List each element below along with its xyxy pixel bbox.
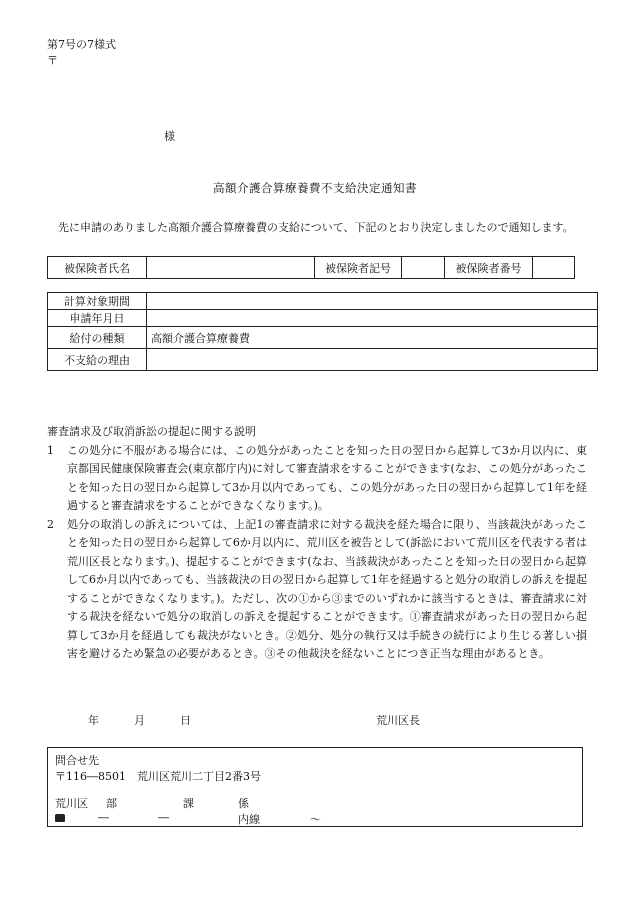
issuer-name: 荒川区長 — [376, 714, 420, 727]
application-date-label: 申請年月日 — [48, 310, 147, 327]
benefit-type-value: 高額介護合算療養費 — [147, 327, 598, 349]
phone-icon — [55, 811, 65, 824]
date-month: 月 — [134, 714, 145, 727]
benefit-type-label: 給付の種類 — [48, 327, 147, 349]
item-number: 1 — [47, 443, 54, 457]
explanation-item — [47, 516, 587, 664]
contact-ward: 荒川区 — [55, 797, 88, 810]
benefit-detail-table — [47, 292, 598, 371]
contact-heading: 問合せ先 — [55, 754, 99, 767]
contact-box — [47, 747, 583, 827]
appeal-explanation — [47, 423, 587, 664]
contact-address: 〒116―8501 荒川区荒川二丁目2番3号 — [55, 770, 261, 783]
non-payment-reason-value — [147, 349, 598, 371]
postal-mark: 〒 — [47, 54, 58, 67]
insured-info-table — [47, 256, 575, 279]
insured-symbol-value — [402, 257, 445, 279]
contact-unit: 係 — [238, 797, 249, 810]
date-day: 日 — [180, 714, 191, 727]
phone-extension: 内線 — [238, 813, 260, 826]
explanation-item — [47, 442, 587, 516]
period-value — [147, 293, 598, 310]
phone-dash-1: ― — [98, 811, 109, 824]
intro-paragraph: 先に申請のありました高額介護合算療養費の支給について、下記のとおり決定しましたので通知します。 — [58, 221, 574, 234]
date-year: 年 — [88, 714, 99, 727]
form-number: 第7号の7様式 — [47, 38, 116, 51]
application-date-value — [147, 310, 598, 327]
contact-section: 課 — [183, 797, 194, 810]
item-text: この処分に不服がある場合には、この処分があったことを知った日の翌日から起算して3か月以内に、東京都国民健康保険審査会(東京都庁内)に対して審査請求をすることができます(なお、この処分があったことを知った日の翌日から起算して3か月以内であっても、この処分があった日の翌日から起算して1年を経過すると審査請求をすることができなくなります。)。 — [67, 443, 587, 512]
insured-name-label: 被保険者氏名 — [48, 257, 147, 279]
document-title: 高額介護合算療養費不支給決定通知書 — [213, 181, 417, 195]
phone-dash-2: ― — [158, 811, 169, 824]
insured-symbol-label: 被保険者記号 — [315, 257, 402, 279]
issue-date — [88, 712, 191, 728]
contact-dept: 部 — [106, 797, 117, 810]
recipient-honorific: 様 — [164, 130, 175, 143]
insured-name-value — [147, 257, 315, 279]
extension-tilde: ～ — [310, 813, 321, 826]
explanation-heading: 審査請求及び取消訴訟の提起に関する説明 — [47, 425, 256, 438]
non-payment-reason-label: 不支給の理由 — [48, 349, 147, 371]
item-number: 2 — [47, 517, 54, 531]
insured-number-value — [533, 257, 575, 279]
item-text: 処分の取消しの訴えについては、上記1の審査請求に対する裁決を経た場合に限り、当該裁決があったことを知った日の翌日から起算して6か月以内に、荒川区を被告として(訴訟において荒川区を代表する者は荒川区長となります。)、提起することができます(なお、当該裁決があったことを知った日の翌日から起算して6か月以内であっても、当該裁決の日の翌日から起算して1年を経過すると処分の取消しの訴えを提起することができなくなります。)。ただし、次の①から③までのいずれかに該当するときは、審査請求に対する裁決を経ないで処分の取消しの訴えを提起することができます。①審査請求があった日の翌日から起算して3か月を経過しても裁決がないとき。②処分、処分の執行又は手続きの続行により生じる著しい損害を避けるため緊急の必要があるとき。③その他裁決を経ないことにつき正当な理由があるとき。 — [67, 517, 587, 660]
period-label: 計算対象期間 — [48, 293, 147, 310]
insured-number-label: 被保険者番号 — [445, 257, 533, 279]
